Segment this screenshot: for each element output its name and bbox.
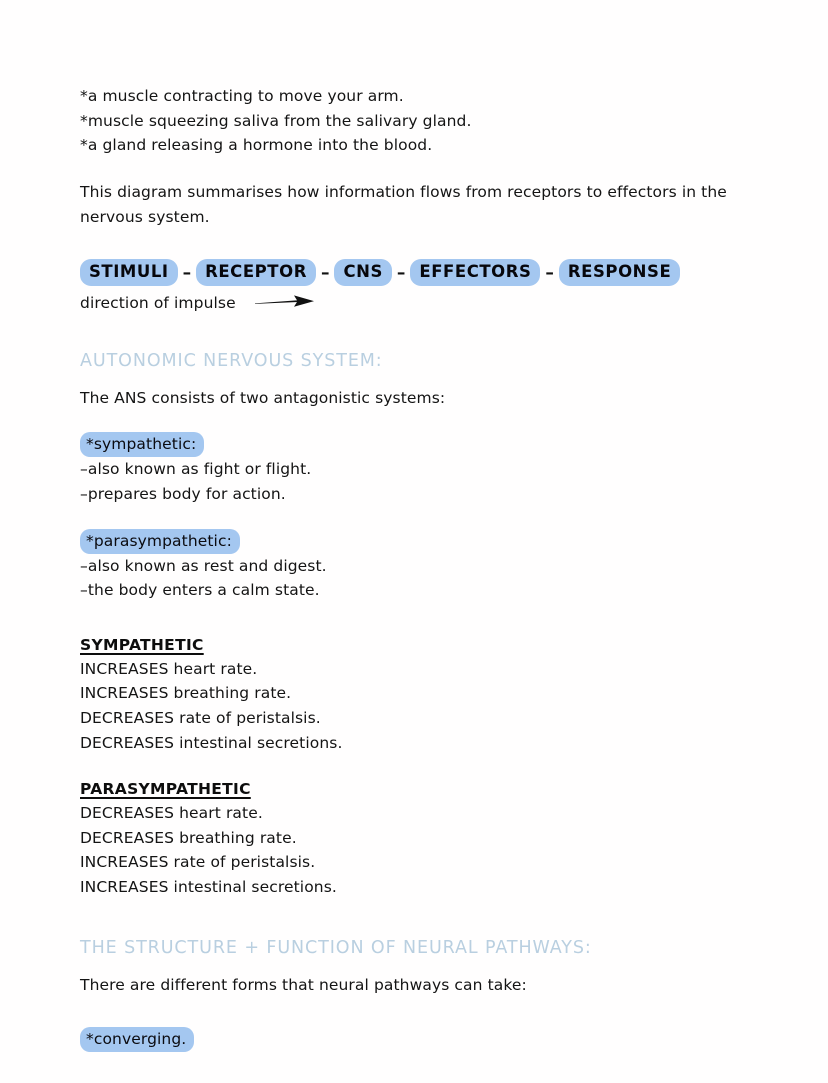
spacer <box>80 755 748 777</box>
group-label-row <box>80 432 748 457</box>
list-item: DECREASES rate of peristalsis. <box>80 708 321 727</box>
notes-content <box>80 84 748 1052</box>
effects-block-sympathetic <box>80 633 748 755</box>
right-arrow-icon <box>254 293 316 313</box>
list-item: *muscle squeezing saliva from the salivary gland. <box>80 111 472 130</box>
flow-node-receptor: RECEPTOR <box>196 259 316 286</box>
list-item: DECREASES heart rate. <box>80 804 263 823</box>
list-item: INCREASES breathing rate. <box>80 684 292 703</box>
section-heading: AUTONOMIC NERVOUS SYSTEM: <box>80 350 383 371</box>
list-item: INCREASES rate of peristalsis. <box>80 853 316 872</box>
spacer <box>80 900 748 936</box>
flow-node-cns: CNS <box>334 259 391 286</box>
spacer <box>80 960 748 973</box>
effects-block-parasympathetic <box>80 777 748 899</box>
spacer <box>80 313 748 349</box>
sub-header: SYMPATHETIC <box>80 635 204 654</box>
list-item: DECREASES intestinal secretions. <box>80 733 343 752</box>
highlighted-label-sympathetic: *sympathetic: <box>80 432 204 457</box>
group-sympathetic <box>80 432 748 506</box>
spacer <box>80 158 748 180</box>
section-neural-pathways <box>80 936 748 1053</box>
spacer <box>80 997 748 1027</box>
highlighted-label-converging: *converging. <box>80 1027 194 1052</box>
list-item: –also known as fight or flight. <box>80 460 312 479</box>
group-parasympathetic <box>80 529 748 603</box>
spacer <box>80 507 748 529</box>
diagram-intro-paragraph: This diagram summarises how information flows from receptors to effectors in the nervous system. <box>80 182 727 226</box>
flow-node-response: RESPONSE <box>559 259 680 286</box>
spacer <box>80 410 748 432</box>
flow-separator: – <box>182 262 192 283</box>
list-item: –prepares body for action. <box>80 484 286 503</box>
spacer <box>80 230 748 260</box>
group-converging <box>80 1027 748 1052</box>
intro-bullet-list <box>80 84 748 158</box>
section-autonomic-nervous-system <box>80 349 748 900</box>
group-label-row <box>80 529 748 554</box>
impulse-direction-row <box>80 293 748 313</box>
flow-separator: – <box>396 262 406 283</box>
list-item: INCREASES heart rate. <box>80 659 258 678</box>
section-intro: There are different forms that neural pathways can take: <box>80 975 527 994</box>
list-item: INCREASES intestinal secretions. <box>80 877 337 896</box>
section-heading: THE STRUCTURE + FUNCTION OF NEURAL PATHWAYS: <box>80 937 592 958</box>
list-item: *a muscle contracting to move your arm. <box>80 87 404 105</box>
list-item: –also known as rest and digest. <box>80 556 327 575</box>
impulse-direction-label: direction of impulse <box>80 293 236 312</box>
list-item: *a gland releasing a hormone into the blood. <box>80 136 433 155</box>
flow-node-effectors: EFFECTORS <box>410 259 540 286</box>
section-intro: The ANS consists of two antagonistic systems: <box>80 388 446 407</box>
flow-separator: – <box>545 262 554 283</box>
flow-node-stimuli: STIMULI <box>80 259 178 286</box>
spacer <box>80 373 748 386</box>
sub-header: PARASYMPATHETIC <box>80 780 251 799</box>
flow-separator: – <box>320 262 330 283</box>
flow-diagram-row <box>80 260 748 286</box>
spacer <box>80 603 748 633</box>
list-item: DECREASES breathing rate. <box>80 828 297 847</box>
list-item: –the body enters a calm state. <box>80 581 320 600</box>
highlighted-label-parasympathetic: *parasympathetic: <box>80 529 240 554</box>
flow-diagram <box>80 260 748 313</box>
